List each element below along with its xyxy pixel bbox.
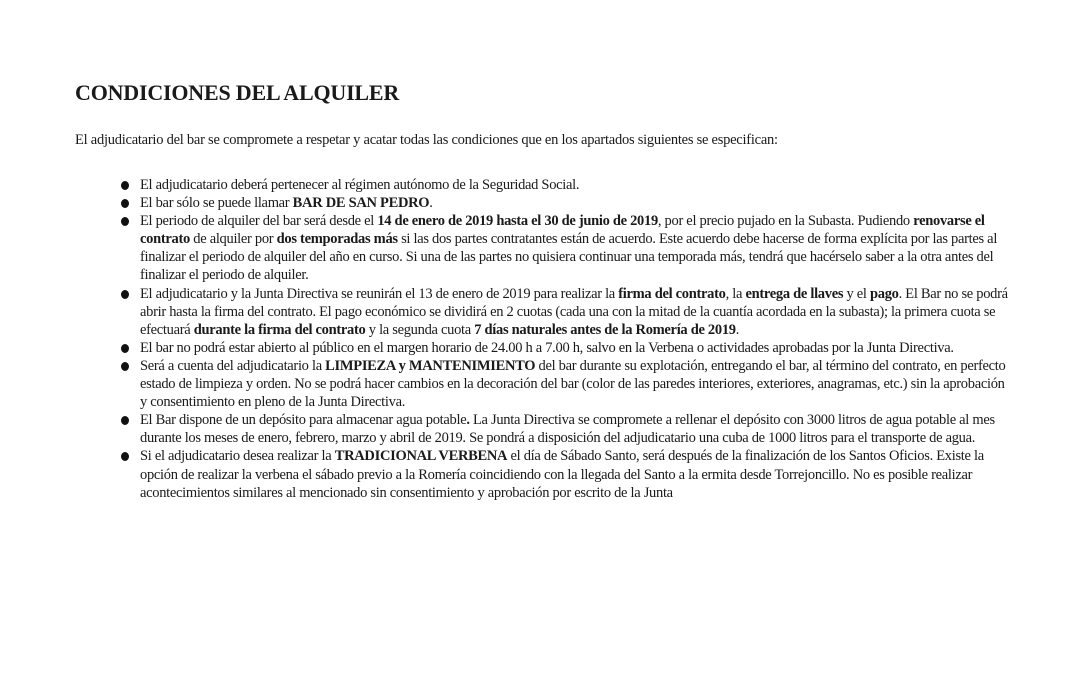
conditions-list xyxy=(118,176,1008,502)
text-segment: si las dos partes contratantes están de acuerdo. Este acuerdo debe hacerse de forma explícita por las partes al finalizar el periodo de alquiler del año en curso. Si una de las partes no quisiera continuar una temporada más, tendrá que hacérselo saber a la otra antes del finalizar el periodo de alquiler. xyxy=(140,231,998,284)
bullet-icon xyxy=(121,290,129,299)
bullet-icon xyxy=(121,217,129,226)
text-segment: y la segunda cuota xyxy=(365,321,475,338)
bullet-icon xyxy=(121,362,129,371)
bold-text: firma del contrato xyxy=(618,285,726,302)
text-segment: El Bar dispone de un depósito para almacenar agua potable xyxy=(140,412,467,429)
bold-text: durante la firma del contrato xyxy=(193,321,366,338)
condition-item xyxy=(118,447,1008,501)
condition-item xyxy=(118,194,1008,212)
bold-text: entrega de llaves xyxy=(745,285,844,302)
bold-text: 7 días naturales antes de la Romería de 2019 xyxy=(474,321,736,338)
bullet-icon xyxy=(121,181,129,190)
condition-item xyxy=(118,212,1008,284)
bold-text: TRADICIONAL VERBENA xyxy=(334,448,508,465)
text-segment: el día de Sábado Santo, será después de la finalización de los Santos Oficios. Existe la opción de realizar la verbena el sábado previo a la Romería coincidiendo con la llegada del Santo a la ermita desde Torrejoncillo. No es posible realizar acontecimientos similares al mencionado sin consentimiento y aprobación por escrito de la Junta xyxy=(140,448,984,501)
text-segment: . El Bar no se podrá abrir hasta la firma del contrato. El pago económico se dividirá en 2 cuotas (cada una con la mitad de la cuantía acordada en la subasta); la primera cuota se efectuará xyxy=(140,285,1008,338)
bold-text: LIMPIEZA y MANTENIMIENTO xyxy=(325,357,536,374)
bullet-icon xyxy=(121,344,129,353)
text-segment: . xyxy=(735,321,740,338)
text-segment: de alquiler por xyxy=(189,231,277,248)
intro-paragraph: El adjudicatario del bar se compromete a respetar y acatar todas las condiciones que en los apartados siguientes se especifican: xyxy=(75,132,778,148)
bullet-icon xyxy=(121,416,129,425)
text-segment: , la xyxy=(725,285,746,302)
text-segment: La Junta Directiva se compromete a rellenar el depósito con 3000 litros de agua potable al mes durante los meses de enero, febrero, marzo y abril de 2019. Se pondrá a disposición del adjudicatario una cuba de 1000 litros para el transporte de agua. xyxy=(140,412,995,447)
condition-item xyxy=(118,411,1008,447)
document-title: CONDICIONES DEL ALQUILER xyxy=(75,80,400,105)
bold-text: . xyxy=(466,412,470,429)
condition-item xyxy=(118,357,1008,411)
bullet-icon xyxy=(121,452,129,461)
condition-item xyxy=(118,339,1008,357)
text-segment: El adjudicatario y la Junta Directiva se reunirán el 13 de enero de 2019 para realizar la xyxy=(140,285,619,302)
condition-item xyxy=(118,285,1008,339)
bold-text: pago xyxy=(869,285,899,302)
text-segment: El adjudicatario deberá pertenecer al régimen autónomo de la Seguridad Social. xyxy=(140,177,580,193)
bold-text: dos temporadas más xyxy=(276,231,398,248)
bold-text: BAR DE SAN PEDRO xyxy=(292,195,430,212)
bullet-icon xyxy=(121,199,129,208)
condition-item xyxy=(118,176,1008,194)
text-segment: y el xyxy=(843,285,870,302)
text-segment: , por el precio pujado en la Subasta. Pudiendo xyxy=(657,213,914,230)
text-segment: El bar no podrá estar abierto al público en el margen horario de 24.00 h a 7.00 h, salvo en la Verbena o actividades aprobadas por la Junta Directiva. xyxy=(140,339,954,356)
bold-text: 14 de enero de 2019 hasta el 30 de junio de 2019 xyxy=(377,213,658,230)
text-segment: El periodo de alquiler del bar será desde el xyxy=(140,213,378,230)
text-segment: del bar durante su explotación, entregando el bar, al término del contrato, en perfecto estado de limpieza y orden. No se podrá hacer cambios en la decoración del bar (color de las paredes interiores, exteriores, anagramas, etc.) sin la aprobación y consentimiento en pleno de la Junta Directiva. xyxy=(140,357,1006,411)
text-segment: . xyxy=(429,195,433,212)
text-segment: El bar sólo se puede llamar xyxy=(140,195,293,212)
text-segment: Si el adjudicatario desea realizar la xyxy=(140,448,335,465)
text-segment: Será a cuenta del adjudicatario la xyxy=(140,357,326,374)
bold-text: renovarse el contrato xyxy=(140,213,985,248)
